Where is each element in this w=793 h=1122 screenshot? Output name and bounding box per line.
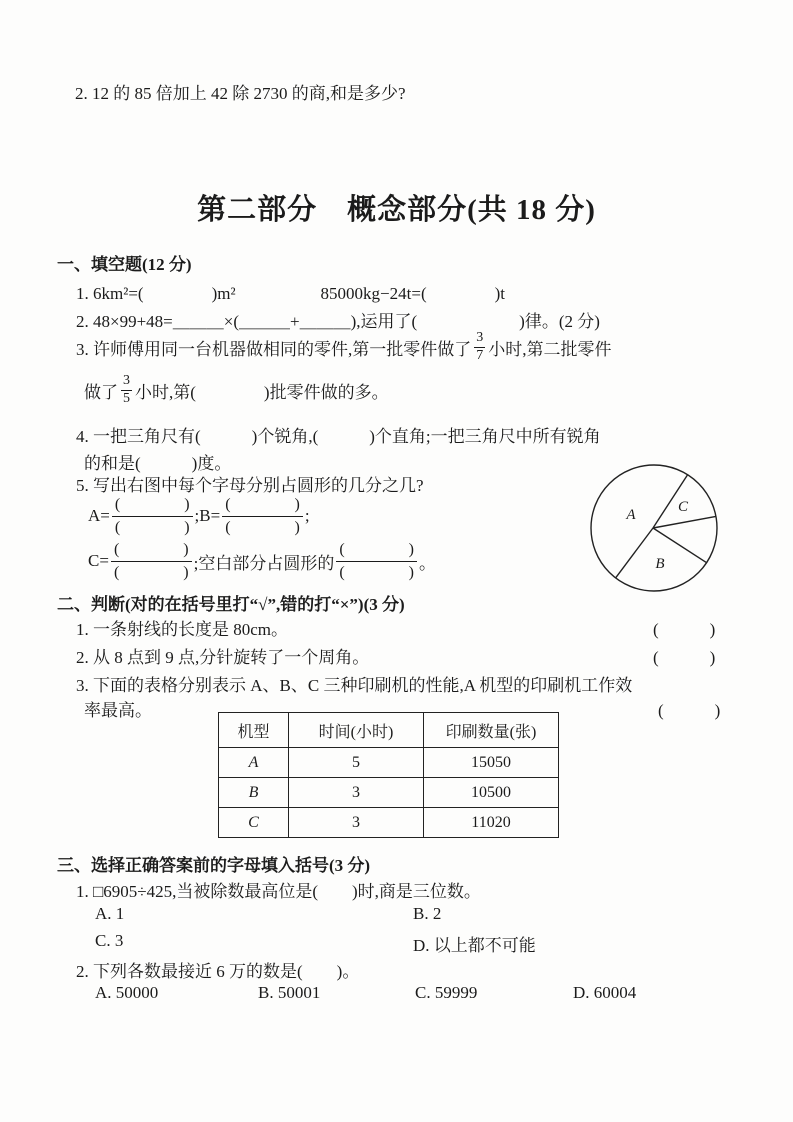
cell-time: 5 [289,748,424,778]
sector-line-right [653,516,716,528]
choice-q1-stem: 1. □6905÷425,当被除数最高位是( )时,商是三位数。 [76,882,481,901]
table-header-count: 印刷数量(张) [424,713,559,748]
fill-q3-line1 [76,326,612,368]
cell-model: B [219,778,289,808]
fill-q3-line1-pre: 3. 许师傅用同一台机器做相同的零件,第一批零件做了 [76,339,472,359]
sector-label-b: B [655,556,665,572]
cell-count: 15050 [424,748,559,778]
fill-q4-line2: 的和是( )度。 [84,454,232,473]
choice-heading: 三、选择正确答案前的字母填入括号(3 分) [57,856,371,875]
judge-item-2: 2. 从 8 点到 9 点,分针旋转了一个周角。 [76,648,370,667]
judge-item-3-line1: 3. 下面的表格分别表示 A、B、C 三种印刷机的性能,A 机型的印刷机工作效 [76,676,633,695]
choice-q2-stem: 2. 下列各数最接近 6 万的数是( )。 [76,962,360,981]
blank-fraction-numerator: ( ) [222,495,303,516]
fill-q3-line1-post: 小时,第二批零件 [488,339,612,359]
previous-question-text: 2. 12 的 85 倍加上 42 除 2730 的商,和是多少? [75,84,406,103]
answer-bracket-1: ( ) [653,620,716,639]
answer-bracket-3: ( ) [658,701,721,720]
blank-fraction-denominator: ( ) [339,563,415,581]
fill-q3-line2-pre: 做了 [84,382,118,402]
table-header-time: 时间(小时) [289,713,424,748]
answer-bracket-2: ( ) [653,648,716,667]
cell-count: 11020 [424,808,559,838]
cell-time: 3 [289,808,424,838]
sector-label-a: A [626,507,636,523]
cell-time: 3 [289,778,424,808]
blank-fraction-numerator: ( ) [336,540,417,561]
choice-q1-option-d: D. 以上都不可能 [413,936,536,955]
fill-q3-line2-post: 小时,第( )批零件做的多。 [135,382,389,402]
section-title: 第二部分 概念部分(共 18 分) [197,194,596,226]
fill-q5-row1-end: ; [304,506,310,525]
fraction-denominator: 5 [123,390,130,406]
table-row [219,748,559,778]
fill-q4-line1: 4. 一把三角尺有( )个锐角,( )个直角;一把三角尺中所有锐角 [76,427,601,446]
fill-q5-stem: 5. 写出右图中每个字母分别占圆形的几分之几? [76,476,424,495]
blank-fraction-a [112,495,193,536]
table-header-row [219,713,559,748]
choice-q2-option-b: B. 50001 [258,983,321,1002]
blank-fraction-blankpart [336,540,417,581]
printer-performance-table [218,712,559,838]
blank-fraction-denominator: ( ) [225,518,300,536]
fraction-3-5 [121,374,132,406]
fill-q5-row2 [88,539,436,583]
judge-item-1: 1. 一条射线的长度是 80cm。 [76,620,289,639]
fraction-3-7 [474,331,485,363]
choice-q1-option-b: B. 2 [413,904,442,923]
fill-q3-line2 [84,369,389,411]
choice-q1-option-a: A. 1 [95,904,125,923]
sector-line-lower-left [616,528,653,578]
cell-model: C [219,808,289,838]
table-row [219,778,559,808]
fill-q5-blank-text: ;空白部分占圆形的 [193,553,335,573]
choice-q1-option-c: C. 3 [95,931,124,950]
fill-in-heading: 一、填空题(12 分) [57,255,192,274]
circle-diagram [589,461,723,595]
fill-q5-row1 [88,494,310,538]
sector-label-c: C [677,499,689,515]
fill-q2: 2. 48×99+48=＿＿＿×(＿＿＿+＿＿＿),运用了( )律。(2 分) [76,312,600,331]
blank-fraction-numerator: ( ) [112,495,193,516]
fraction-denominator: 7 [476,347,484,363]
judge-heading: 二、判断(对的在括号里打“√”,错的打“×”)(3 分) [57,595,405,614]
blank-fraction-denominator: ( ) [113,563,189,581]
fill-q5-label-b: ;B= [194,506,221,525]
table-header-model: 机型 [219,713,289,748]
fraction-numerator: 3 [474,331,485,348]
blank-fraction-numerator: ( ) [111,540,192,561]
blank-fraction-b [222,495,303,536]
cell-count: 10500 [424,778,559,808]
fill-q5-label-a: A= [88,506,110,525]
table-row [219,808,559,838]
fill-q5-label-c: C= [88,551,109,570]
cell-model: A [219,748,289,778]
fill-q1: 1. 6km²=( )m² 85000kg−24t=( )t [76,284,505,303]
blank-fraction-c [111,540,192,581]
fill-q5-row2-end: 。 [419,553,437,573]
choice-q2-option-d: D. 60004 [573,983,637,1002]
blank-fraction-denominator: ( ) [114,518,190,536]
fraction-numerator: 3 [121,374,132,391]
judge-item-3-line2: 率最高。 [84,701,152,720]
choice-q2-option-c: C. 59999 [415,983,478,1002]
choice-q2-option-a: A. 50000 [95,983,159,1002]
